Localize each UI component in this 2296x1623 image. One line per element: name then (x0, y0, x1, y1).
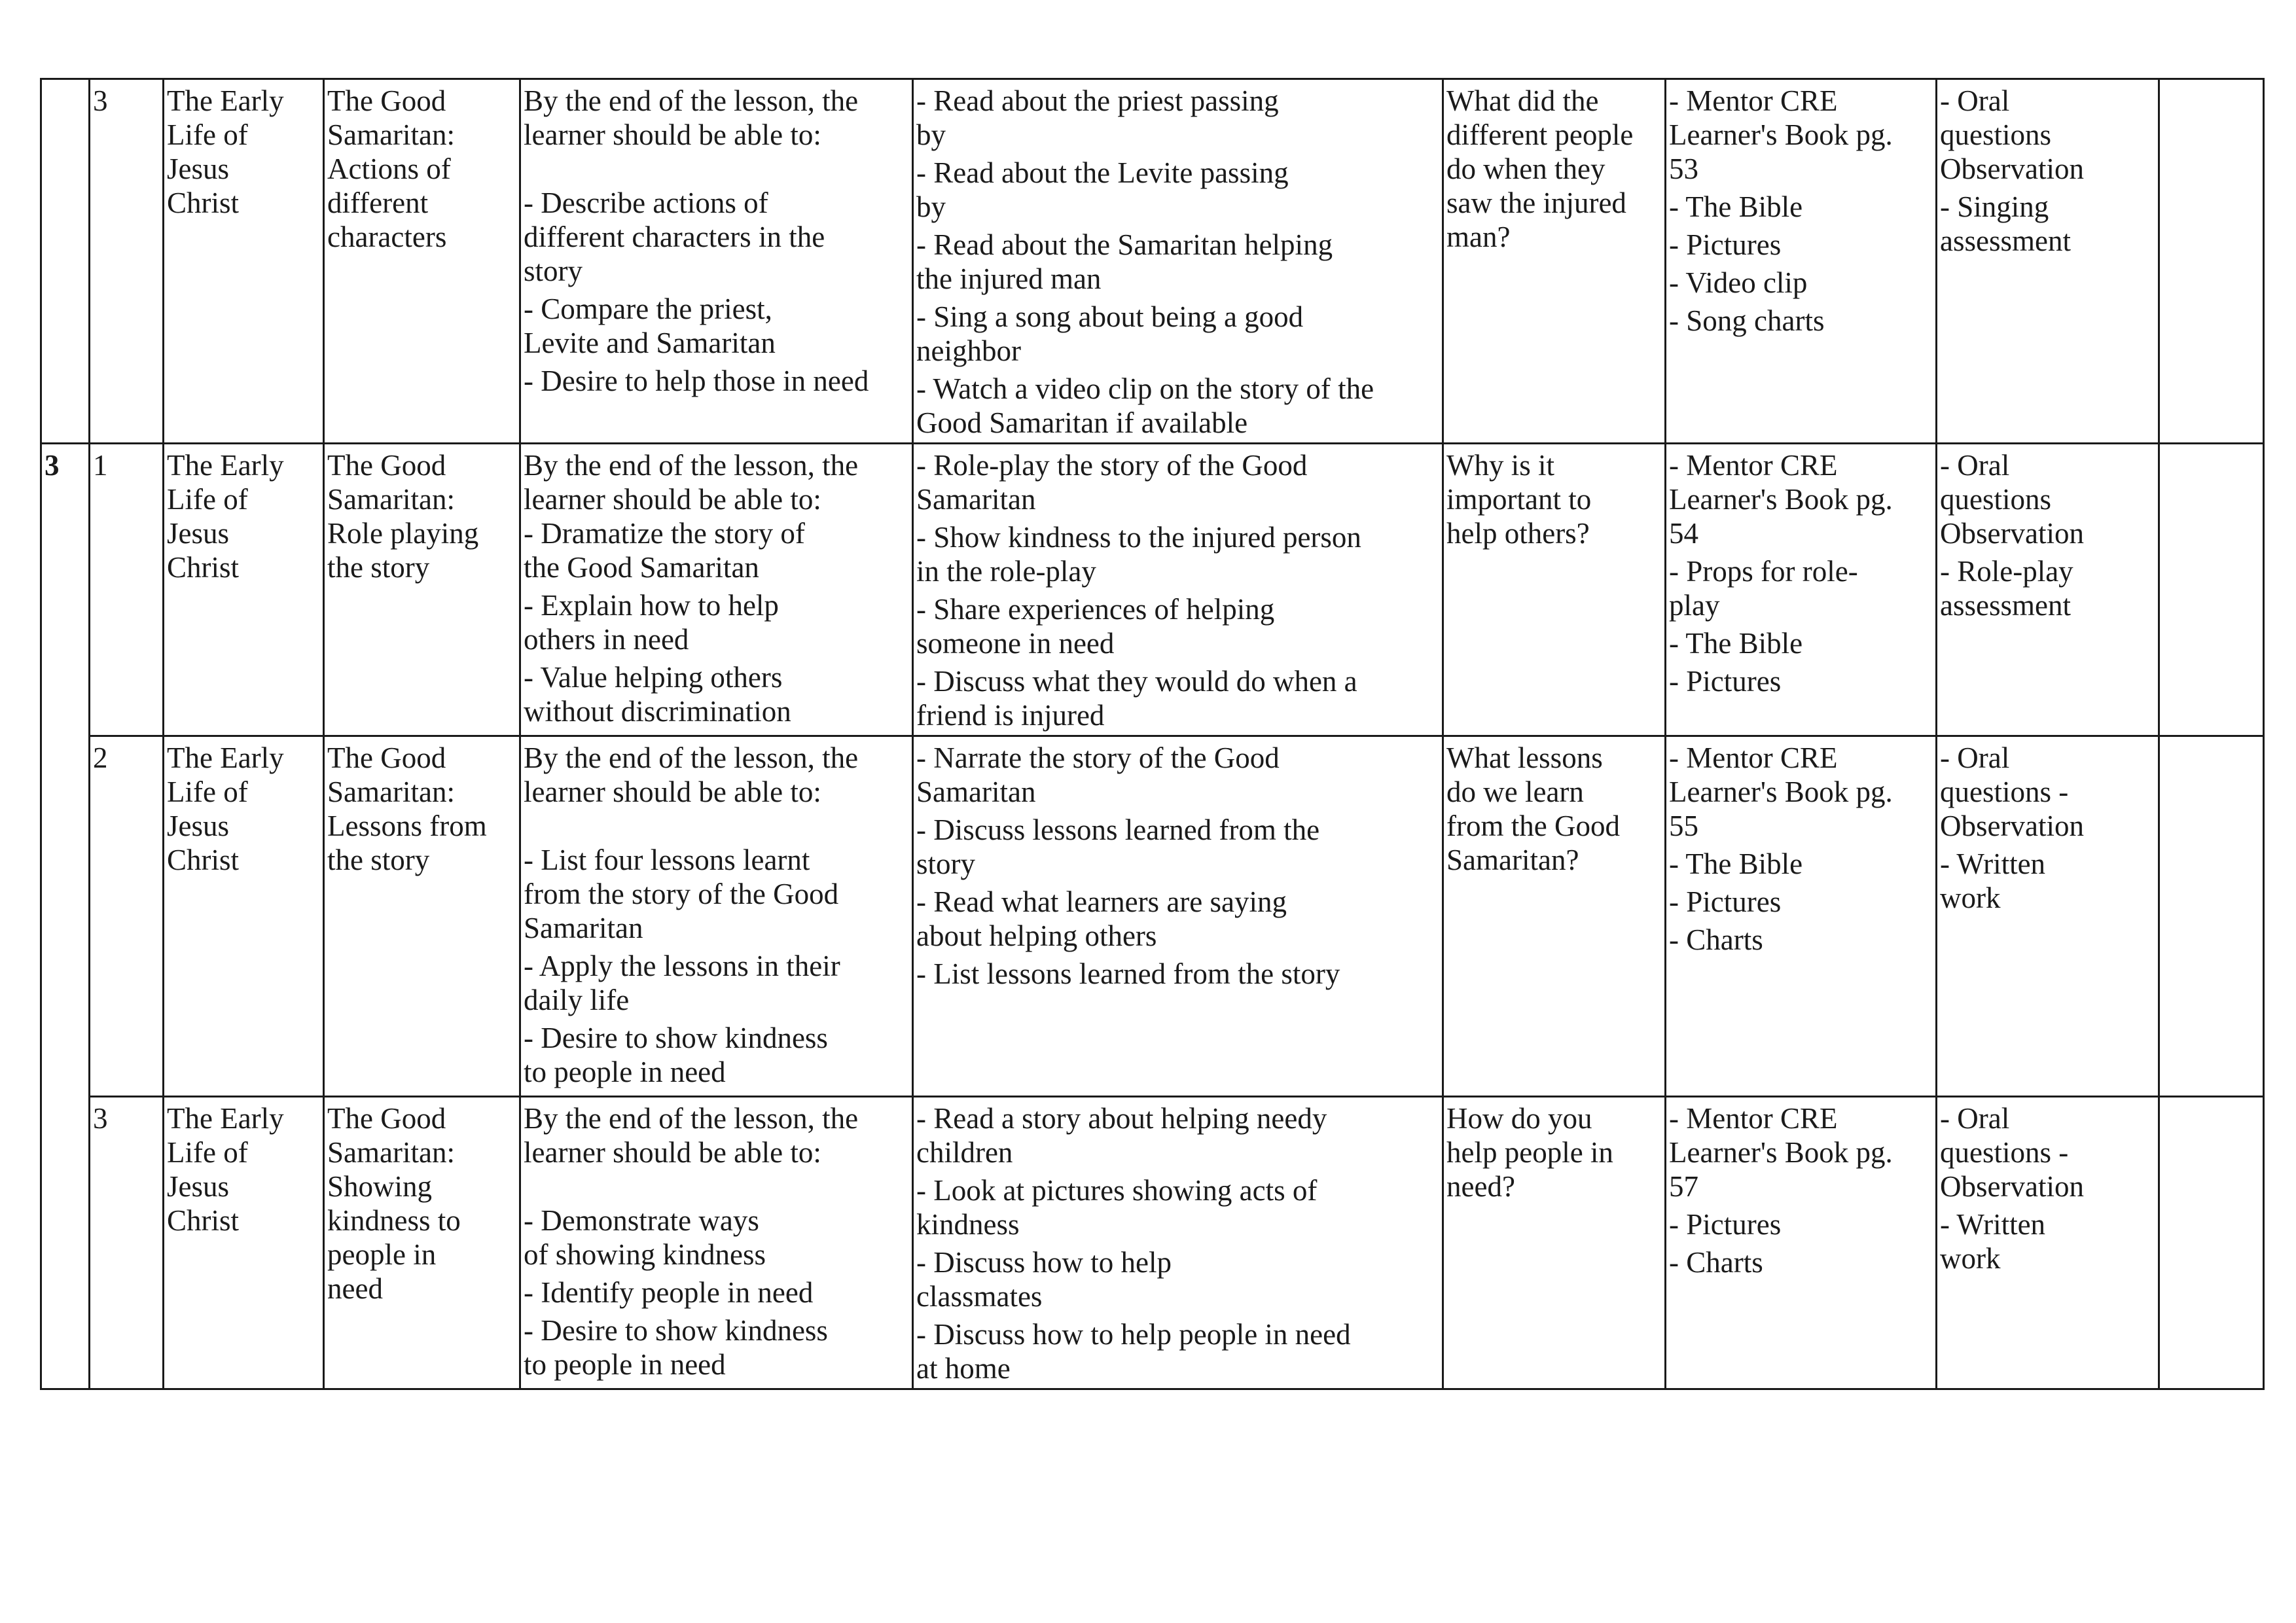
resource-item: - Mentor CRE Learner's Book pg. 54 (1669, 449, 1893, 550)
lesson-number-cell: 2 (90, 736, 164, 1097)
experience-item: - Read about the Samaritan helping the injured man (916, 228, 1333, 295)
scheme-of-work-table (40, 78, 2265, 1390)
resource-item: - Mentor CRE Learner's Book pg. 53 (1669, 84, 1893, 185)
experience-item: - Discuss lessons learned from the story (916, 813, 1320, 880)
learning-resources-cell (1666, 736, 1937, 1097)
experience-item: - Discuss what they would do when a friend is injured (916, 665, 1357, 732)
learning-experiences-cell (913, 1097, 1443, 1389)
experience-item: - Share experiences of helping someone in need (916, 593, 1275, 660)
resource-item: - The Bible (1669, 190, 1803, 223)
assessment-item: - Oral questions - Observation (1940, 1102, 2084, 1203)
outcome-item: - Dramatize the story of the Good Samaritan (524, 517, 805, 584)
lesson-number-cell: 3 (90, 1097, 164, 1389)
outcome-item: - Demonstrate ways of showing kindness (524, 1204, 766, 1271)
experience-item: - Show kindness to the injured person in the role-play (916, 521, 1361, 588)
learning-experiences-cell (913, 444, 1443, 736)
sub-strand-cell: The Good Samaritan: Actions of different characters (324, 79, 520, 444)
remarks-cell (2159, 1097, 2264, 1389)
learning-resources-cell (1666, 1097, 1937, 1389)
outcome-item: - Desire to show kindness to people in need (524, 1022, 828, 1088)
experience-item: - Read about the Levite passing by (916, 156, 1289, 223)
learning-resources-cell (1666, 444, 1937, 736)
week-cell: 3 (41, 444, 90, 1389)
experience-item: - List lessons learned from the story (916, 957, 1340, 990)
key-inquiry-question-cell: What lessons do we learn from the Good Samaritan? (1443, 736, 1666, 1097)
learning-outcomes-cell: By the end of the lesson, the learner should be able to: - List four lessons learnt from the story of the Good Samaritan - Apply the lessons in their daily life - Desire to show kindness to people in need (520, 736, 913, 1097)
resource-item: - Props for role- play (1669, 555, 1858, 622)
resource-item: - Song charts (1669, 304, 1825, 337)
table-row (41, 736, 2264, 1097)
learning-outcomes-cell: By the end of the lesson, the learner should be able to: - Dramatize the story of the Good Samaritan - Explain how to help others in need - Value helping others without discrimination (520, 444, 913, 736)
resource-item: - Mentor CRE Learner's Book pg. 57 (1669, 1102, 1893, 1203)
outcome-item: - Describe actions of different characters in the story (524, 187, 825, 287)
table-row (41, 444, 2264, 736)
strand-cell: The Early Life of Jesus Christ (164, 79, 324, 444)
assessment-cell (1937, 444, 2159, 736)
experience-item: - Watch a video clip on the story of the Good Samaritan if available (916, 372, 1374, 439)
remarks-cell (2159, 444, 2264, 736)
assessment-item: - Oral questions - Observation (1940, 741, 2084, 842)
experience-item: - Discuss how to help people in need at home (916, 1318, 1351, 1385)
outcome-item: - Desire to show kindness to people in need (524, 1314, 828, 1381)
resource-item: - Charts (1669, 923, 1763, 956)
resource-item: - Pictures (1669, 885, 1782, 918)
assessment-item: - Oral questions Observation (1940, 84, 2084, 185)
sub-strand-cell: The Good Samaritan: Role playing the story (324, 444, 520, 736)
assessment-cell (1937, 1097, 2159, 1389)
remarks-cell (2159, 79, 2264, 444)
learning-resources-cell (1666, 79, 1937, 444)
learning-experiences-cell (913, 736, 1443, 1097)
assessment-cell (1937, 79, 2159, 444)
experience-item: - Look at pictures showing acts of kindness (916, 1174, 1318, 1241)
strand-cell: The Early Life of Jesus Christ (164, 1097, 324, 1389)
experience-item: - Read a story about helping needy children (916, 1102, 1327, 1169)
assessment-item: - Written work (1940, 1208, 2046, 1275)
table-row (41, 79, 2264, 444)
table-row (41, 1097, 2264, 1389)
outcome-item: - Explain how to help others in need (524, 589, 779, 656)
experience-item: - Read about the priest passing by (916, 84, 1279, 151)
experience-item: - Discuss how to help classmates (916, 1246, 1172, 1313)
assessment-item: - Written work (1940, 847, 2046, 914)
lesson-number-cell: 3 (90, 79, 164, 444)
learning-outcomes-cell: By the end of the lesson, the learner should be able to: - Demonstrate ways of showing kindness - Identify people in need - Desire to show kindness to people in need (520, 1097, 913, 1389)
assessment-item: - Role-play assessment (1940, 555, 2073, 622)
remarks-cell (2159, 736, 2264, 1097)
assessment-item: - Singing assessment (1940, 190, 2071, 257)
learning-outcomes-cell: By the end of the lesson, the learner should be able to: - Describe actions of different characters in the story - Compare the priest, Levite and Samaritan - Desire to help those in need (520, 79, 913, 444)
lesson-number-cell: 1 (90, 444, 164, 736)
key-inquiry-question-cell: How do you help people in need? (1443, 1097, 1666, 1389)
resource-item: - Pictures (1669, 1208, 1782, 1241)
outcome-item: - Compare the priest, Levite and Samaritan (524, 293, 776, 359)
experience-item: - Sing a song about being a good neighbor (916, 300, 1304, 367)
resource-item: - The Bible (1669, 627, 1803, 660)
assessment-cell (1937, 736, 2159, 1097)
experience-item: - Narrate the story of the Good Samaritan (916, 741, 1280, 808)
learning-experiences-cell (913, 79, 1443, 444)
resource-item: - Charts (1669, 1246, 1763, 1279)
resource-item: - The Bible (1669, 847, 1803, 880)
assessment-item: - Oral questions Observation (1940, 449, 2084, 550)
outcome-item: - List four lessons learnt from the story of the Good Samaritan (524, 844, 839, 944)
strand-cell: The Early Life of Jesus Christ (164, 736, 324, 1097)
outcome-item: - Value helping others without discrimination (524, 661, 791, 728)
outcome-item: - Desire to help those in need (524, 365, 869, 397)
resource-item: - Pictures (1669, 228, 1782, 261)
week-cell (41, 79, 90, 444)
sub-strand-cell: The Good Samaritan: Showing kindness to people in need (324, 1097, 520, 1389)
experience-item: - Read what learners are saying about helping others (916, 885, 1287, 952)
experience-item: - Role-play the story of the Good Samaritan (916, 449, 1308, 516)
resource-item: - Mentor CRE Learner's Book pg. 55 (1669, 741, 1893, 842)
resource-item: - Video clip (1669, 266, 1808, 299)
outcome-item: - Apply the lessons in their daily life (524, 950, 840, 1016)
outcome-item: - Identify people in need (524, 1276, 814, 1309)
sub-strand-cell: The Good Samaritan: Lessons from the story (324, 736, 520, 1097)
strand-cell: The Early Life of Jesus Christ (164, 444, 324, 736)
resource-item: - Pictures (1669, 665, 1782, 698)
key-inquiry-question-cell: Why is it important to help others? (1443, 444, 1666, 736)
key-inquiry-question-cell: What did the different people do when they saw the injured man? (1443, 79, 1666, 444)
